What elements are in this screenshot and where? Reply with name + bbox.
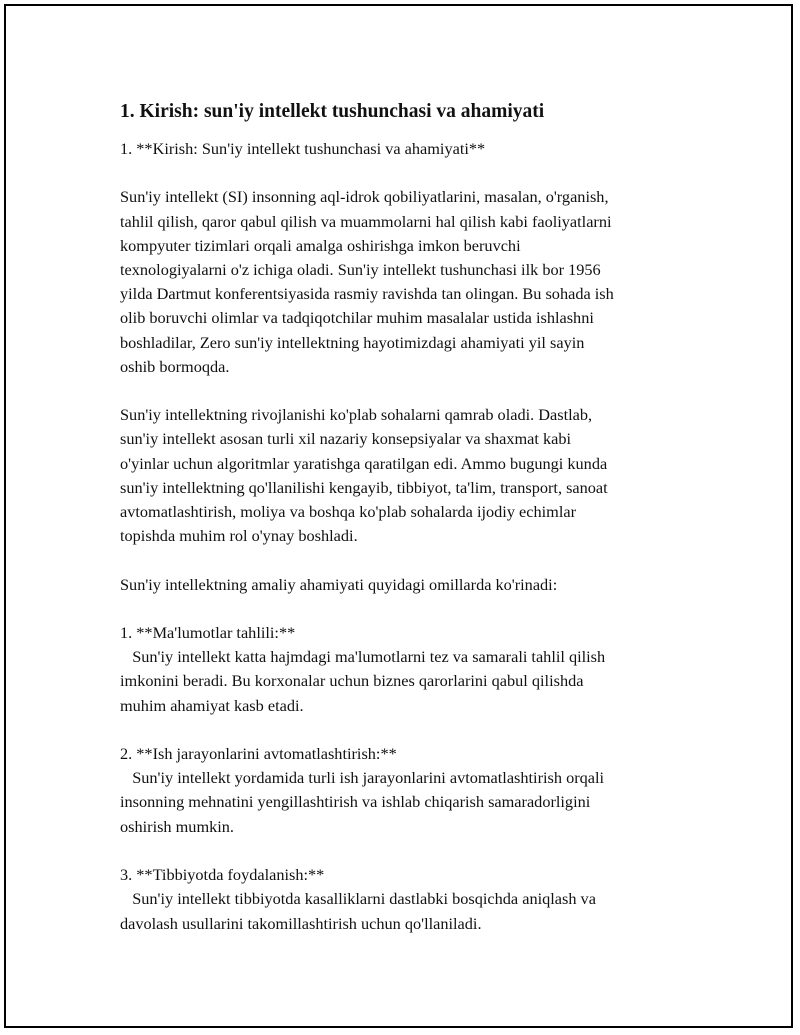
document-content bbox=[120, 99, 690, 936]
page-frame bbox=[4, 4, 793, 1028]
document-body: 1. **Kirish: Sun'iy intellekt tushunchasi va ahamiyati** Sun'iy intellekt (SI) insonning aql-idrok qobiliyatlarini, masalan, o'rganish, tahlil qilish, qaror qabul qilish va muammolarni hal qilish kabi faoliyatlarni kompyuter tizimlari orqali amalga oshirishga imkon beruvchi texnologiyalarni o'z ichiga oladi. Sun'iy intellekt tushunchasi ilk bor 1956 yilda Dartmut konferentsiyasida rasmiy ravishda tan olingan. Bu sohada ish olib boruvchi olimlar va tadqiqotchilar muhim masalalar ustida ishlashni boshladilar, Zero sun'iy intellektning hayotimizdagi ahamiyati yil sayin oshib bormoqda. Sun'iy intellektning rivojlanishi ko'plab sohalarni qamrab oladi. Dastlab, sun'iy intellekt asosan turli xil nazariy konsepsiyalar va shaxmat kabi o'yinlar uchun algoritmlar yaratishga qaratilgan edi. Ammo bugungi kunda sun'iy intellektning qo'llanilishi kengayib, tibbiyot, ta'lim, transport, sanoat avtomatlashtirish, moliya va boshqa ko'plab sohalarda ijodiy echimlar topishda muhim rol o'ynay boshladi. Sun'iy intellektning amaliy ahamiyati quyidagi omillarda ko'rinadi: 1. **Ma'lumotlar tahlili:** Sun'iy intellekt katta hajmdagi ma'lumotlarni tez va samarali tahlil qilish imkonini beradi. Bu korxonalar uchun biznes qarorlarini qabul qilishda muhim ahamiyat kasb etadi. 2. **Ish jarayonlarini avtomatlashtirish:** Sun'iy intellekt yordamida turli ish jarayonlarini avtomatlashtirish orqali insonning mehnatini yengillashtirish va ishlab chiqarish samaradorligini oshirish mumkin. 3. **Tibbiyotda foydalanish:** Sun'iy intellekt tibbiyotda kasalliklarni dastlabki bosqichda aniqlash va davolash usullarini takomillashtirish uchun qo'llaniladi. bbox=[120, 139, 614, 933]
document-heading: 1. Kirish: sun'iy intellekt tushunchasi va ahamiyati bbox=[120, 101, 545, 122]
